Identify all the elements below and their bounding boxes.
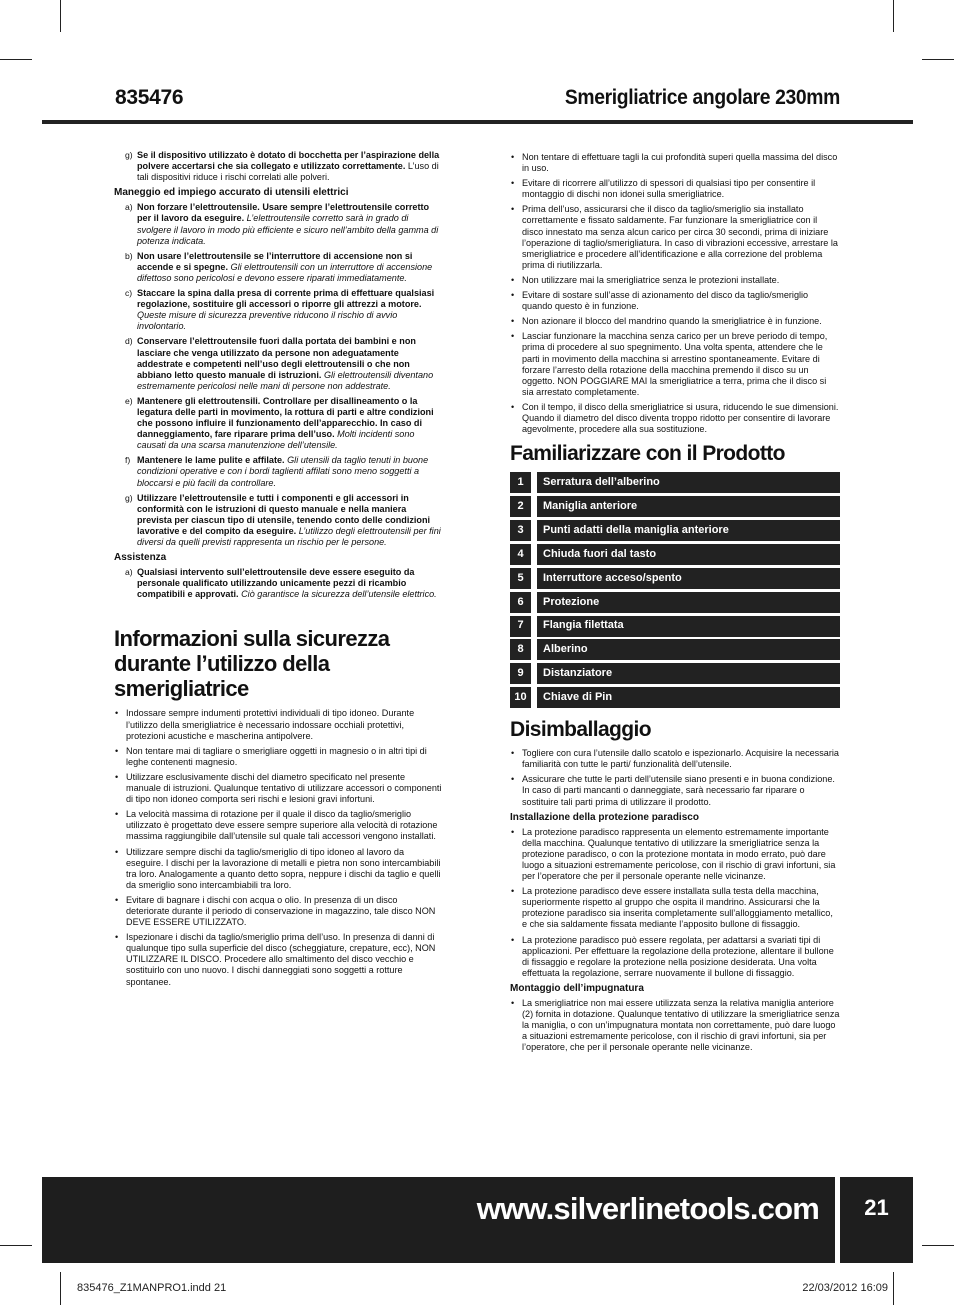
- part-number: 9: [510, 663, 531, 684]
- part-number: 7: [510, 616, 531, 637]
- left-column: [114, 150, 442, 992]
- part-number: 2: [510, 496, 531, 517]
- item-italic: Queste misure di sicurezza preventive riducono il rischio di avvio involontario.: [137, 310, 398, 332]
- item-bold: Se il dispositivo utilizzato è dotato di bocchetta per l’aspirazione della polvere accertarsi che sia collegato e utilizzato correttamente.: [137, 150, 440, 172]
- list-item: • La protezione paradisco rappresenta un elemento estremamente importante della macchina. Qualunque tentativo di utilizzare la smerigliatrice senza la protezione paradisco, o con la protezione montata in modo errato, può dare luogo a situazioni estremamente pericolose, con il rischio di gravi infortuni, sia per l’operatore che per il personale operante nelle vicinanze.: [510, 827, 840, 882]
- part-name: Alberino: [537, 639, 840, 660]
- list-item: [114, 567, 442, 600]
- header-rule: [42, 120, 913, 124]
- list-item: • Non azionare il blocco del mandrino quando la smerigliatrice è in funzione.: [510, 316, 840, 327]
- list-item: • Non tentare di effettuare tagli la cui profondità superi quella massima del disco in uso.: [510, 152, 840, 174]
- part-name: Interruttore acceso/spento: [537, 568, 840, 589]
- subheading-handle: Montaggio dell’impugnatura: [510, 982, 644, 994]
- subheading-tool-use: Maneggio ed impiego accurato di utensili elettrici: [114, 187, 349, 199]
- list-item: [114, 150, 442, 183]
- list-item: • Prima dell’uso, assicurarsi che il disco da taglio/smeriglio sia installato correttamente e fissato saldamente. Far funzionare la smerigliatrice con il disco innestato ma senza alcun carico per circa 30 secondi, prima di iniziare l’operazione di taglio/smerigliatura. In caso di vibrazioni eccessive, arrestare la smerigliatrice e procedere all’identificazione e alla correzione del problema prima di riutilizzarla.: [510, 204, 840, 271]
- item-label: f): [125, 455, 131, 466]
- part-row: [510, 496, 840, 517]
- item-bold: Qualsiasi intervento sull’elettroutensile deve essere eseguito da personale qualificato utilizzando unicamente pezzi di ricambio compatibili e approvati.: [137, 567, 415, 600]
- item-label: g): [125, 492, 133, 503]
- list-item: [114, 455, 442, 488]
- part-row: [510, 520, 840, 541]
- list-item: • Utilizzare sempre dischi da taglio/smeriglio di tipo idoneo al lavoro da eseguire. I dischi per la lavorazione di metalli e pietra non sono intercambiabili tra loro. Analogamente a quanto detto sopra, neppure i dischi da taglio e quelli da smeriglio sono intercambiabili tra loro.: [114, 847, 442, 891]
- list-item: • Evitare di ricorrere all’utilizzo di spessori di qualsiasi tipo per consentire il montaggio di dischi non idonei sulla smerigliatrice.: [510, 178, 840, 200]
- part-number: 3: [510, 520, 531, 541]
- tool-use-list: [114, 202, 442, 548]
- item-label: e): [125, 395, 133, 406]
- item-bold: Mantenere le lame pulite e affilate.: [137, 455, 285, 466]
- crop-mark: [893, 1272, 894, 1305]
- item-italic: Molti incidenti sono causati da una scarsa manutenzione dell’utensile.: [137, 429, 415, 451]
- crop-mark: [0, 1245, 32, 1246]
- subheading-guard: Installazione della protezione paradisco: [510, 811, 699, 823]
- page-number-box: [840, 1177, 913, 1263]
- list-item: • La smerigliatrice non mai essere utilizzata senza la relativa maniglia anteriore (2) fornita in dotazione. Qualunque tentativo di utilizzare la smerigliatrice senza la maniglia, o con un’impugnatura montata non correttamente, può dare luogo a situazioni estremamente pericolose, con il rischio di gravi infortuni, sia per l’operatore, che per il personale operante nelle vicinanze.: [510, 998, 840, 1053]
- grinder-bullets: [510, 152, 840, 435]
- list-item: [114, 288, 442, 332]
- unpacking-bullets: [510, 748, 840, 807]
- part-number: 4: [510, 544, 531, 565]
- item-label: g): [125, 150, 133, 160]
- list-item: • Lasciar funzionare la macchina senza carico per un breve periodo di tempo, prima di procedere al suo spegnimento. Una volta spenta, attendere che le parti in movimento della macchina si arrestino spontaneamente. Evitare di forzare l’arresto della rotazione della macchina premendo il disco su un oggetto. NON POGGIARE MAI la smerigliatrice a terra, prima che il disco si sia arrestato completamente.: [510, 331, 840, 398]
- list-item: [114, 336, 442, 391]
- service-list: [114, 567, 442, 600]
- model-number: 835476: [115, 86, 184, 109]
- handle-bullets: [510, 998, 840, 1053]
- item-italic: Ciò garantisce la sicurezza dell’utensile elettrico.: [238, 589, 437, 600]
- part-row: [510, 616, 840, 637]
- list-item: • La protezione paradisco deve essere installata sulla testa della macchina, superiormente rispetto al gruppo che ospita il mandrino. Assicurarsi che la protezione paradisco sia inserita completamente sull’alloggiamento metallico, e che sia saldamente fissata mediante l’apposito bullone di fissaggio.: [510, 886, 840, 930]
- part-name: Distanziatore: [537, 663, 840, 684]
- part-number: 8: [510, 639, 531, 660]
- item-bold: Conservare l’elettroutensile fuori dalla portata dei bambini e non lasciare che venga utilizzato da persone non adeguatamente addestrate e competenti nell’uso degli elettroutensili o che non abbiano letto questo manuale di istruzioni.: [137, 336, 416, 380]
- list-item: • Indossare sempre indumenti protettivi individuali di tipo idoneo. Durante l’utilizzo della smerigliatrice è necessario indossare occhiali protettivi, protezioni acustiche e mascherina antipolvere.: [114, 708, 442, 741]
- footer-bar: [42, 1177, 835, 1263]
- part-row: [510, 544, 840, 565]
- part-name: Flangia filettata: [537, 616, 840, 637]
- item-bold: Non forzare l’elettroutensile. Usare sempre l’elettroutensile corretto per il lavoro da eseguire.: [137, 202, 430, 224]
- part-number: 10: [510, 687, 531, 708]
- crop-mark: [0, 59, 32, 60]
- part-row: [510, 592, 840, 613]
- list-item: • Evitare di sostare sull’asse di azionamento del disco da taglio/smeriglio quando questo è in funzione.: [510, 290, 840, 312]
- item-bold: Utilizzare l’elettroutensile e tutti i componenti e gli accessori in conformità con le istruzioni di questo manuale e nella maniera prevista per ciascun tipo di utensile, tenendo conto delle condizioni lavorative e del compito da eseguire.: [137, 492, 431, 536]
- part-number: 6: [510, 592, 531, 613]
- item-label: b): [125, 250, 133, 261]
- item-italic: L’elettroutensile corretto sarà in grado di svolgere il lavoro in modo più efficiente e sicuro nell’ambito della gamma di potenza indicata.: [137, 213, 439, 246]
- guard-bullets: [510, 827, 840, 979]
- right-column: [510, 152, 840, 1058]
- part-row: [510, 663, 840, 684]
- list-item: • Non tentare mai di tagliare o smerigliare oggetti in magnesio o in altri tipi di leghe contenenti magnesio.: [114, 746, 442, 768]
- part-name: Chiave di Pin: [537, 687, 840, 708]
- unpacking-heading: Disimballaggio: [510, 718, 651, 742]
- part-name: Punti adatti della maniglia anteriore: [537, 520, 840, 541]
- list-item: • La protezione paradisco può essere regolata, per adattarsi a svariati tipi di applicazioni. Per effettuare la regolazione della protezione, allentare il bullone di fissaggio e regolare la protezione nella posizione desiderata. Una volta effettuata la regolazione, serrare nuovamente il bullone di fissaggio.: [510, 935, 840, 979]
- part-row: [510, 687, 840, 708]
- slug-date: 22/03/2012 16:09: [802, 1282, 888, 1294]
- list-item: • Con il tempo, il disco della smerigliatrice si usura, riducendo le sue dimensioni. Quando il diametro del disco diventa troppo ridotto per consentire di lavorare agevolmente, procedere alla sua sostituzione.: [510, 402, 840, 435]
- list-item: • Non utilizzare mai la smerigliatrice senza le protezioni installate.: [510, 275, 840, 286]
- page-title: Smerigliatrice angolare 230mm: [565, 86, 840, 109]
- list-item: [114, 396, 442, 451]
- list-item: • Ispezionare i dischi da taglio/smeriglio prima dell’uso. In presenza di danni di qualunque tipo sulla superficie del disco (scheggiature, crepature, ecc), NON UTILIZZARE IL DISCO. Procedere allo smaltimento del disco vecchio e sostituirlo con uno nuovo. I dischi danneggiati sono soggetti a rotture spontanee.: [114, 932, 442, 987]
- part-number: 1: [510, 472, 531, 493]
- list-item: [114, 202, 442, 246]
- list-item: • Assicurare che tutte le parti dell’utensile siano presenti e in buona condizione. In caso di parti mancanti o danneggiate, sarà necessario far riparare o sostituire tali parti prima di utilizzare il prodotto.: [510, 774, 840, 807]
- part-name: Chiuda fuori dal tasto: [537, 544, 840, 565]
- page-number: 21: [864, 1195, 889, 1220]
- item-italic: Gli utensili da taglio tenuti in buone condizioni operative e con i bordi taglienti affilati sono meno soggetti a bloccarsi e più facili da controllare.: [137, 455, 429, 488]
- crop-mark: [922, 1245, 954, 1246]
- part-name: Maniglia anteriore: [537, 496, 840, 517]
- crop-mark: [893, 0, 894, 32]
- crop-mark: [60, 0, 61, 32]
- page-header: [115, 86, 840, 114]
- item-bold: Non usare l’elettroutensile se l’interruttore di accensione non si accende e si spegne.: [137, 250, 413, 272]
- item-label: c): [125, 288, 133, 299]
- item-bold: Staccare la spina dalla presa di corrente prima di effettuare qualsiasi regolazione, sostituire gli accessori o riporre gli attrezzi a motore.: [137, 288, 435, 310]
- parts-list: [510, 472, 840, 708]
- list-item: • Togliere con cura l’utensile dallo scatolo e ispezionarlo. Acquisire la necessaria familiarità con tutte le parti/ funzionalità dell’utensile.: [510, 748, 840, 770]
- item-label: a): [125, 567, 133, 578]
- list-item: • Evitare di bagnare i dischi con acqua o olio. In presenza di un disco deteriorate durante il periodo di conservazione in magazzino, tale disco NON DEVE ESSERE UTILIZZATO.: [114, 895, 442, 928]
- list-item: • Utilizzare esclusivamente dischi del diametro specificato nel presente manuale di istruzioni. Qualunque tentativo di utilizzare accessori o componenti di tipo non idoneo comporta seri rischi e lesioni gravi infortuni.: [114, 772, 442, 805]
- familiarise-heading: Familiarizzare con il Prodotto: [510, 442, 785, 466]
- item-italic: Gli elettroutensili diventano estremamente pericolosi nelle mani di persone non addestrate.: [137, 369, 434, 391]
- part-name: Protezione: [537, 592, 840, 613]
- list-item: [114, 251, 442, 284]
- item-italic: Gli elettroutensili con un interruttore di accensione difettoso sono pericolosi e devono essere riparati immediatamente.: [137, 261, 433, 283]
- list-item: • La velocità massima di rotazione per il quale il disco da taglio/smeriglio utilizzato è progettato deve essere sempre superiore alla velocità di rotazione massima raggiungibile dall’utensile sul quale tali accessori vengono installati.: [114, 809, 442, 842]
- item-italic: L’utilizzo degli elettroutensili per fini diversi da quelli previsti rappresenta un rischio per le persone.: [137, 525, 441, 547]
- website-url[interactable]: www.silverlinetools.com: [476, 1191, 819, 1226]
- safety-bullets: [114, 708, 442, 987]
- part-number: 5: [510, 568, 531, 589]
- item-label: d): [125, 336, 133, 347]
- part-name: Serratura dell’alberino: [537, 472, 840, 493]
- item-label: a): [125, 202, 133, 213]
- crop-mark: [60, 1272, 61, 1305]
- crop-mark: [922, 59, 954, 60]
- slug-file: 835476_Z1MANPRO1.indd 21: [77, 1282, 227, 1294]
- subheading-service: Assistenza: [114, 552, 167, 564]
- safety-heading: Informazioni sulla sicurezza durante l’utilizzo della smerigliatrice: [114, 626, 390, 702]
- item-text: L’uso di tali dispositivi riduce i rischi correlati alle polveri.: [137, 161, 439, 183]
- list-item: [114, 493, 442, 548]
- item-bold: Mantenere gli elettroutensili. Controllare per disallineamento o la legatura delle parti in movimento, la rottura di parti e altre condizioni che possono influire il funzionamento dell’apparecchio. In caso di danneggiamento, fare riparare prima dell’uso.: [137, 395, 434, 440]
- part-row: [510, 568, 840, 589]
- part-row: [510, 639, 840, 660]
- part-row: [510, 472, 840, 493]
